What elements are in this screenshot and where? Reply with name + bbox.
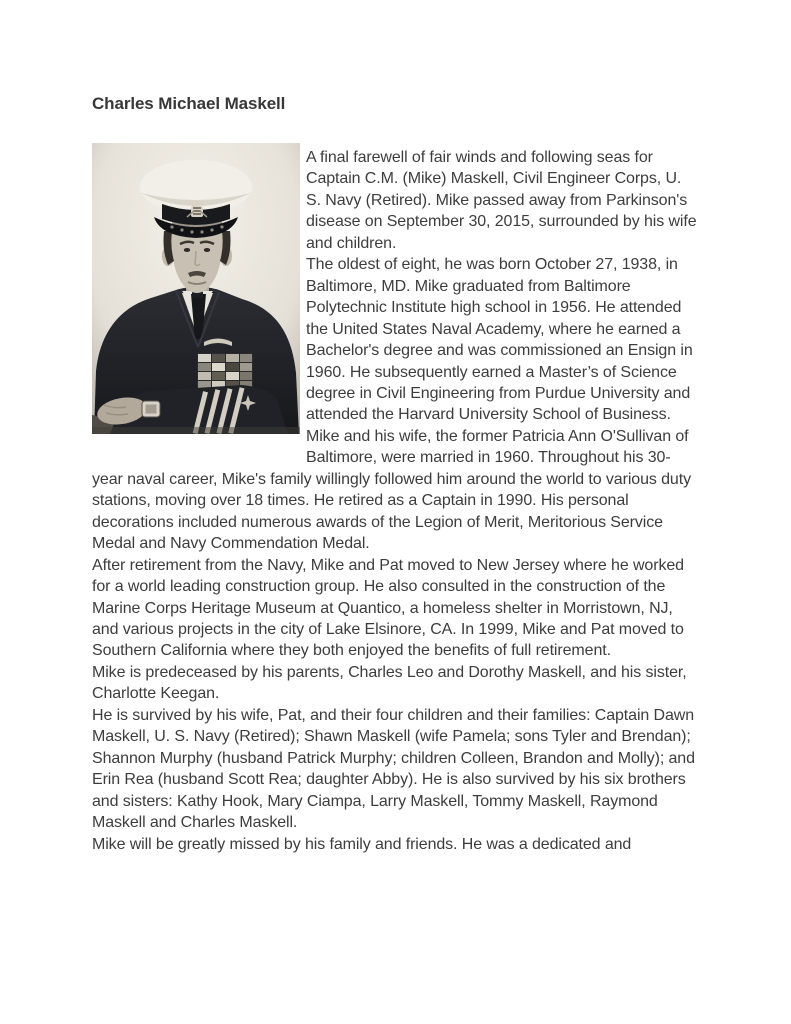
paragraph-closing: Mike will be greatly missed by his family and friends. He was a dedicated and — [92, 835, 632, 853]
page-title: Charles Michael Maskell — [92, 94, 286, 113]
paragraph-retirement: After retirement from the Navy, Mike and Pat moved to New Jersey where he worked for a world leading construction group. He also consulted in the construction of the Marine Corps Heritage Museum at Quantico, a homeless shelter in Morristown, NJ, and various projects in the city of Lake Elsinore, CA. In 1999, Mike and Pat moved to Southern California where they both enjoyed the benefits of full retirement. — [92, 556, 684, 660]
portrait-photo — [92, 143, 300, 434]
paragraph-career: Mike and his wife, the former Patricia Ann O'Sullivan of Baltimore, were married in 1960. Throughout his 30-year naval career, Mike's family willingly followed him around the world to various duty stations, moving over 18 times. He retired as a Captain in 1990. His personal decorations included numerous awards of the Legion of Merit, Meritorious Service Medal and Navy Commendation Medal. — [92, 427, 691, 553]
paragraph-early-life: The oldest of eight, he was born October 27, 1938, in Baltimore, MD. Mike graduated from Baltimore Polytechnic Institute high school in 1956. He attended the United States Naval Academy, where he earned a Bachelor's degree and was commissioned an Ensign in 1960. He subsequently earned a Master’s of Science degree in Civil Engineering from Purdue University and attended the Harvard University School of Business. — [306, 256, 693, 424]
paragraph-predeceased: Mike is predeceased by his parents, Charles Leo and Dorothy Maskell, and his sister, Charlotte Keegan. — [92, 663, 687, 703]
portrait-photo-illustration — [92, 143, 300, 434]
right-eye — [204, 248, 210, 252]
paragraph-survived-by: He is survived by his wife, Pat, and their four children and their families: Captain Dawn Maskell, U. S. Navy (Retired); Shawn Maskell (wife Pamela; sons Tyler and Brendan); Shannon Murphy (husband Patrick Murphy; children Colleen, Brandon and Molly); and Erin Rea (husband Scott Rea; daughter Abby). He is also survived by his six brothers and sisters: Kathy Hook, Mary Ciampa, Larry Maskell, Tommy Maskell, Raymond Maskell and Charles Maskell. — [92, 706, 695, 832]
left-eye — [184, 248, 190, 252]
paragraph-farewell: A final farewell of fair winds and following seas for Captain C.M. (Mike) Maskell, Civil Engineer Corps, U. S. Navy (Retired). Mike passed away from Parkinson's disease on September 30, 2015, surrounded by his wife and children. — [306, 149, 697, 252]
obituary-body — [92, 147, 700, 855]
